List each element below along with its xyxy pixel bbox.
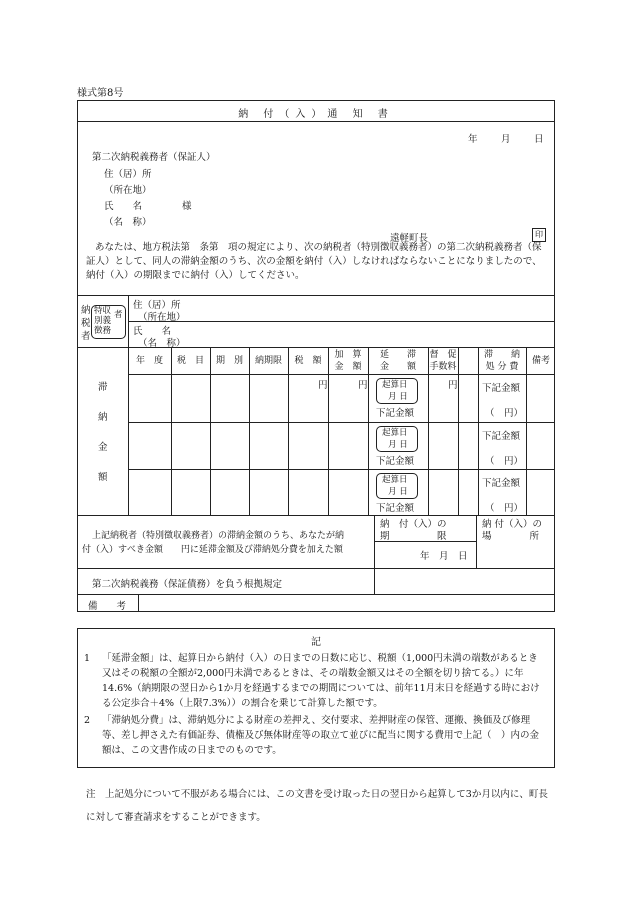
note-text-1: 「延滞金額」は、起算日から納付（入）の日までの日数に応じ、税額（1,000円未満の端数があるとき又はその税額の全額が2,000円未満であるときは、その端数金額又はその全額を切り捨てる。）に年14.6%（納期限の翌日から1か月を経過するまでの期間については、前年11月末日を経過する時における公定歩合＋4%（上限7.3%））の割合を乗じて計算した額です。 — [102, 653, 540, 709]
taxpayer-label-1: 納 — [81, 305, 91, 316]
hdr-demand-fee-1: 督 促 — [429, 350, 457, 360]
hdr-tax-item: 税 目 — [176, 356, 204, 366]
hdr-late-fee-2: 金 額 — [379, 362, 416, 372]
hdr-demand-fee-2: 手数料 — [429, 362, 457, 372]
side-label-3: 金 — [98, 442, 108, 453]
side-label-4: 額 — [98, 472, 108, 483]
yen-tax: 円 — [318, 380, 328, 391]
note-num-2: 2 — [84, 715, 91, 726]
row3-disp-label: 下記金額 — [482, 478, 521, 489]
date-year: 年 — [468, 134, 478, 145]
note-num-1: 1 — [84, 653, 91, 664]
deadline-label-1: 納 付（入）の — [380, 519, 447, 530]
row2-month-day: 月 日 — [388, 440, 408, 450]
taxpayer-address: 住（居）所 — [133, 300, 181, 311]
hdr-year: 年 度 — [135, 356, 163, 366]
addressee-address: 住（居）所 — [104, 169, 152, 180]
date-month: 月 — [501, 134, 511, 145]
row1-month-day: 月 日 — [388, 392, 408, 402]
yen-surcharge: 円 — [358, 380, 368, 391]
hdr-remarks: 備考 — [531, 356, 550, 366]
issuer: 遠軽町長 — [390, 233, 429, 244]
addressee-name: 氏 名 — [104, 201, 143, 212]
legal-basis: 第二次納税義務（保証債務）を負う根拠規定 — [92, 579, 283, 590]
taxpayer-name-alt: （名 称） — [138, 338, 186, 349]
special-2: 別義 — [94, 316, 112, 326]
taxpayer-label-3: 者 — [81, 331, 91, 342]
row1-calc-start: 起算日 — [382, 380, 408, 390]
row3-below-amount: 下記金額 — [376, 503, 415, 514]
row2-disp-label: 下記金額 — [482, 431, 521, 442]
row2-disp-yen: （ 円） — [485, 456, 524, 467]
form-number: 様式第8号 — [77, 88, 124, 99]
note-item-2 — [84, 713, 546, 758]
note-item-1 — [84, 651, 546, 711]
hdr-deadline: 納期限 — [254, 356, 282, 366]
row2-below-amount: 下記金額 — [376, 456, 415, 467]
side-label-2: 納 — [98, 412, 108, 423]
seal-stamp: 印 — [532, 228, 546, 242]
row3-month-day: 月 日 — [388, 487, 408, 497]
special-3: 徴務 — [94, 326, 112, 336]
yen-demand: 円 — [448, 380, 458, 391]
hdr-surcharge-2: 金 額 — [334, 362, 362, 372]
hdr-disposition-1: 滞 納 — [483, 350, 520, 360]
deadline-label-2: 期 限 — [380, 531, 447, 542]
form-title: 納 付（入）通 知 書 — [238, 109, 394, 120]
taxpayer-location: （所在地） — [138, 312, 186, 323]
remarks-label: 備 考 — [88, 601, 127, 612]
summary-line-2: 付（入）すべき金額 円に延滞金額及び滞納処分費を加えた額 — [82, 545, 343, 555]
side-label-1: 滞 — [98, 382, 108, 393]
row1-below-amount: 下記金額 — [376, 408, 415, 419]
addressee-honorific: 様 — [182, 201, 192, 212]
special-1: 特収 — [94, 306, 112, 316]
notes-title: 記 — [311, 637, 321, 648]
hdr-disposition-2: 処 分 費 — [485, 362, 519, 372]
addressee-label: 第二次納税義務者（保証人） — [92, 152, 216, 163]
row3-calc-start: 起算日 — [382, 475, 408, 485]
hdr-tax-amount: 税 額 — [294, 356, 322, 366]
footnote: 注 上記処分について不服がある場合には、この文書を受け取った日の翌日から起算して3か月以内に、町長に対して審査請求をすることができます。 — [86, 789, 548, 823]
summary-line-1: 上記納税者（特別徴収義務者）の滞納金額のうち、あなたが納 — [92, 531, 345, 541]
hdr-surcharge-1: 加 算 — [334, 350, 362, 360]
addressee-location: （所在地） — [104, 185, 152, 196]
hdr-period: 期 別 — [215, 356, 243, 366]
hdr-late-fee-1: 延 滞 — [379, 350, 416, 360]
place-label-2: 場 所 — [482, 531, 540, 542]
row2-calc-start: 起算日 — [382, 428, 408, 438]
taxpayer-name: 氏 名 — [133, 326, 172, 337]
notice-form — [77, 100, 555, 612]
row3-disp-yen: （ 円） — [485, 503, 524, 514]
notes-box — [77, 628, 555, 768]
special-4: 者 — [114, 310, 123, 320]
deadline-date: 年 月 日 — [420, 551, 468, 562]
place-label-1: 納 付（入）の — [482, 519, 543, 530]
date-day: 日 — [534, 134, 544, 145]
notice-body: あなたは、地方税法第 条第 項の規定により、次の納税者（特別徴収義務者）の第二次納税義務者（保証人）として、同人の滞納金額のうち、次の金額を納付（入）しなければならないことになりましたので、納付（入）の期限までに納付（入）してください。 — [86, 242, 542, 281]
addressee-name-alt: （名 称） — [104, 217, 152, 228]
taxpayer-label-2: 税 — [81, 318, 91, 329]
note-text-2: 「滞納処分費」は、滞納処分による財産の差押え、交付要求、差押財産の保管、運搬、換価及び修理等、差し押さえた有価証券、債権及び無体財産等の取立て並びに配当に関する費用で上記（ ）内の金額は、この文書作成の日までのものです。 — [102, 715, 540, 756]
row1-disp-label: 下記金額 — [482, 383, 521, 394]
row1-disp-yen: （ 円） — [485, 408, 524, 419]
